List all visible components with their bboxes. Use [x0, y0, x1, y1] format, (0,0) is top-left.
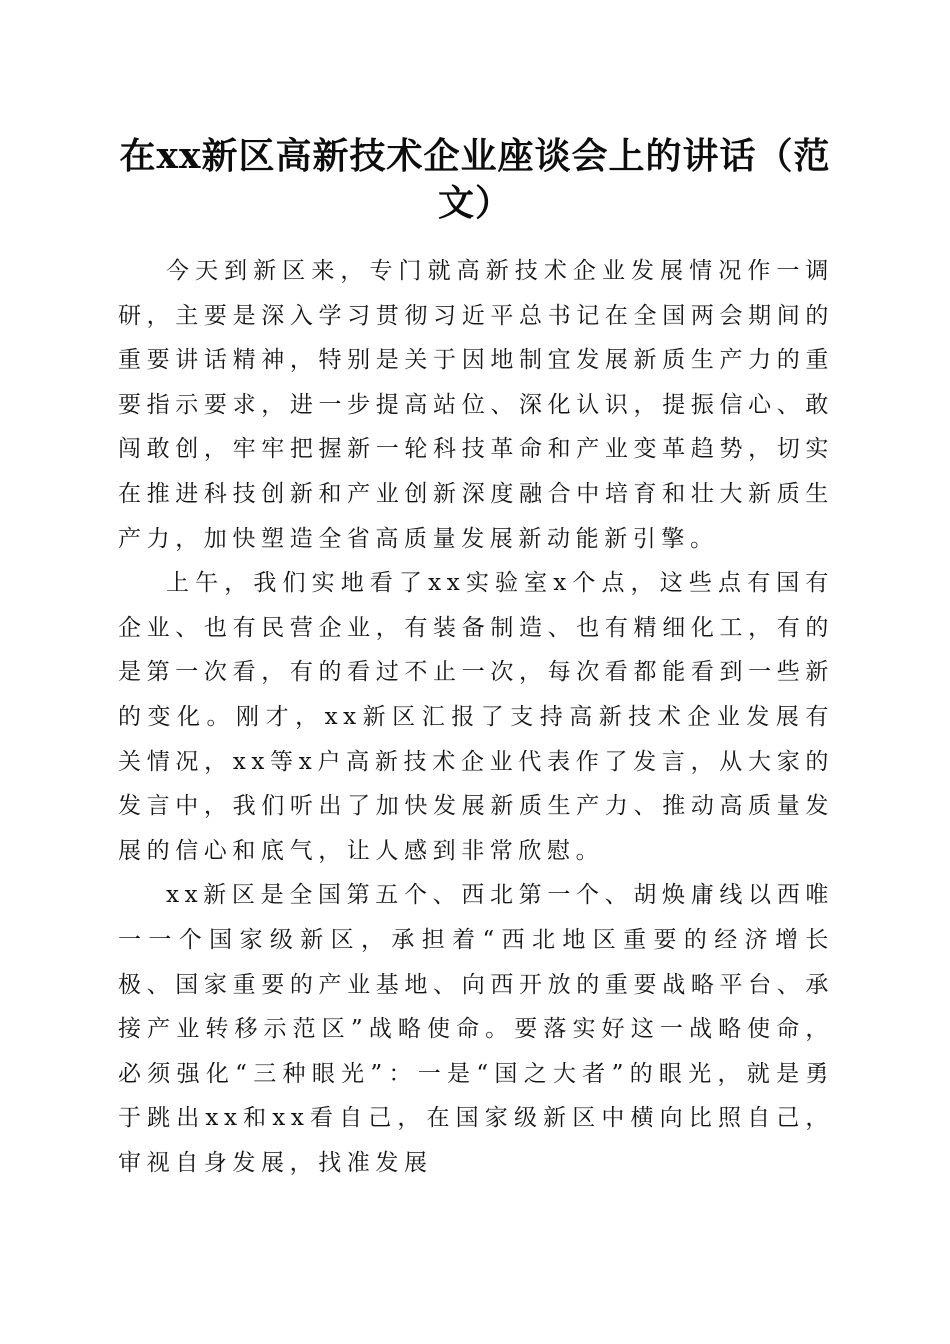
document-title: 在xx新区高新技术企业座谈会上的讲话（范文）	[119, 135, 831, 224]
paragraph-2: 上午，我们实地看了xx实验室x个点，这些点有国有企业、也有民营企业，有装备制造、也有精细化工，有的是第一次看，有的看过不止一次，每次看都能看到一些新的变化。刚才，xx新区汇报了支持高新技术企业发展有关情况，xx等x户高新技术企业代表作了发言，从大家的发言中，我们听出了加快发展新质生产力、推动高质量发展的信心和底气，让人感到非常欣慰。	[118, 570, 834, 864]
paragraph-1: 今天到新区来，专门就高新技术企业发展情况作一调研，主要是深入学习贯彻习近平总书记在全国两会期间的重要讲话精神，特别是关于因地制宜发展新质生产力的重要指示要求，进一步提高站位、深化认识，提振信心、敢闯敢创，牢牢把握新一轮科技革命和产业变革趋势，切实在推进科技创新和产业创新深度融合中培育和壮大新质生产力，加快塑造全省高质量发展新动能新引擎。	[118, 258, 834, 552]
paragraph-3: xx新区是全国第五个、西北第一个、胡焕庸线以西唯一一个国家级新区，承担着“西北地区重要的经济增长极、国家重要的产业基地、向西开放的重要战略平台、承接产业转移示范区”战略使命。要落实好这一战略使命，必须强化“三种眼光”：一是“国之大者”的眼光，就是勇于跳出xx和xx看自己，在国家级新区中横向比照自己，审视自身发展，找准发展	[118, 882, 834, 1176]
document-body	[118, 249, 834, 1185]
